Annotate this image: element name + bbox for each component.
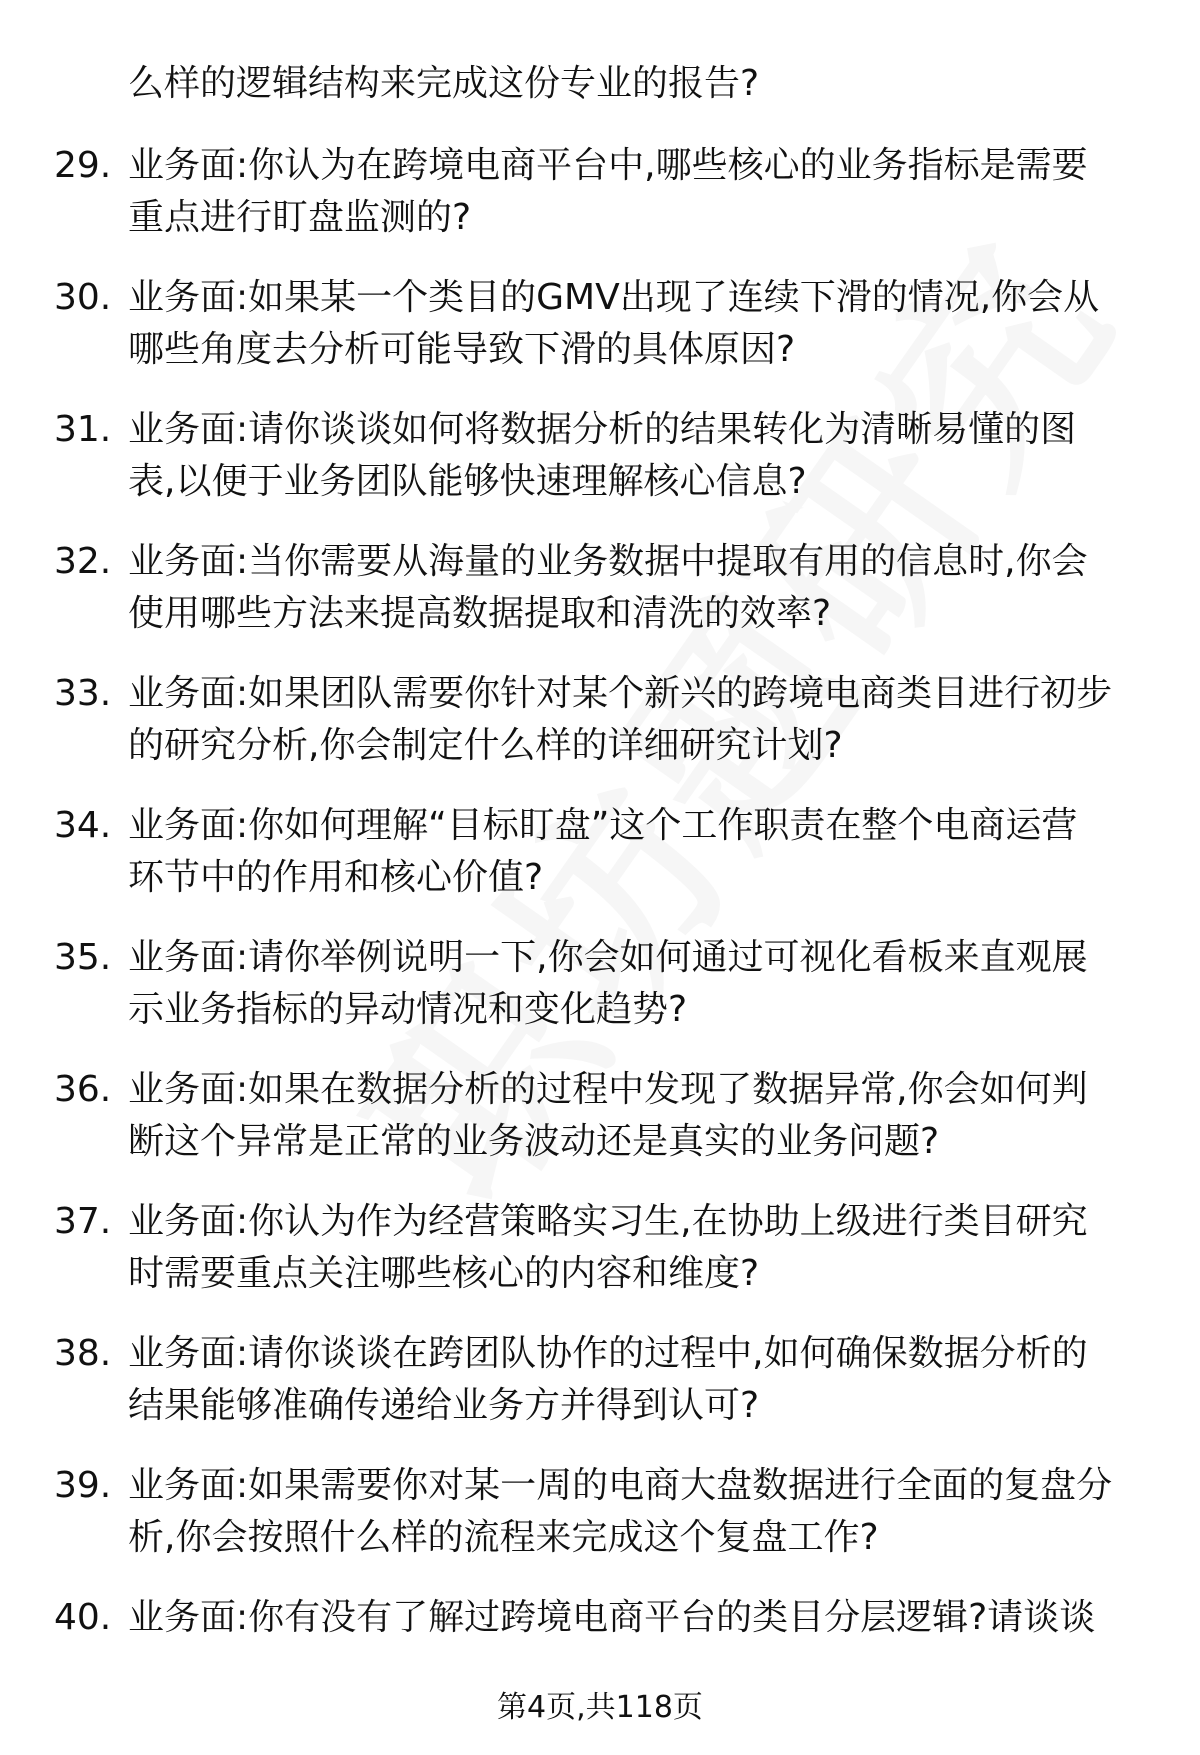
question-text: 业务面:如果某一个类目的GMV出现了连续下滑的情况,你会从 哪些角度去分析可能导致下滑的具体原因? [128,277,1100,370]
question-number: 33. [54,673,112,714]
question-text: 业务面:你如何理解“目标盯盘”这个工作职责在整个电商运营 环节中的作用和核心价值? [128,805,1078,898]
question-number: 38. [54,1333,112,1374]
question-item [0,404,1200,536]
question-text: 业务面:你有没有了解过跨境电商平台的类目分层逻辑?请谈谈 [128,1597,1096,1638]
question-number: 32. [54,541,112,582]
question-item [0,800,1200,932]
question-number: 35. [54,937,112,978]
question-number: 39. [54,1465,112,1506]
question-item [0,140,1200,272]
question-text: 业务面:如果需要你对某一周的电商大盘数据进行全面的复盘分 析,你会按照什么样的流程来完成这个复盘工作? [128,1465,1113,1558]
question-text: 业务面:如果在数据分析的过程中发现了数据异常,你会如何判 断这个异常是正常的业务波动还是真实的业务问题? [128,1069,1088,1162]
question-text: 业务面:请你谈谈在跨团队协作的过程中,如何确保数据分析的 结果能够准确传递给业务方并得到认可? [128,1333,1088,1426]
question-item [0,272,1200,404]
question-number: 31. [54,409,112,450]
question-number: 34. [54,805,112,846]
question-item [0,536,1200,668]
question-text: 业务面:当你需要从海量的业务数据中提取有用的信息时,你会 使用哪些方法来提高数据提取和清洗的效率? [128,541,1088,634]
question-text: 业务面:请你举例说明一下,你会如何通过可视化看板来直观展 示业务指标的异动情况和变化趋势? [128,937,1088,1030]
question-item [0,1328,1200,1460]
question-item [0,1064,1200,1196]
question-list [0,140,1200,1724]
question-text: 业务面:你认为作为经营策略实习生,在协助上级进行类目研究 时需要重点关注哪些核心的内容和维度? [128,1201,1088,1294]
question-text: 业务面:如果团队需要你针对某个新兴的跨境电商类目进行初步 的研究分析,你会制定什么样的详细研究计划? [128,673,1113,766]
question-item [0,932,1200,1064]
question-item [0,1460,1200,1592]
page-footer: 第4页,共118页 [497,1690,703,1725]
question-item [0,668,1200,800]
question-item [0,1196,1200,1328]
continuation-text: 么样的逻辑结构来完成这份专业的报告? [128,63,760,104]
question-number: 30. [54,277,112,318]
question-number: 36. [54,1069,112,1110]
question-number: 40. [54,1597,112,1638]
question-number: 37. [54,1201,112,1242]
question-text: 业务面:你认为在跨境电商平台中,哪些核心的业务指标是需要 重点进行盯盘监测的? [128,145,1088,238]
question-number: 29. [54,145,112,186]
question-text: 业务面:请你谈谈如何将数据分析的结果转化为清晰易懂的图 表,以便于业务团队能够快速理解核心信息? [128,409,1077,502]
